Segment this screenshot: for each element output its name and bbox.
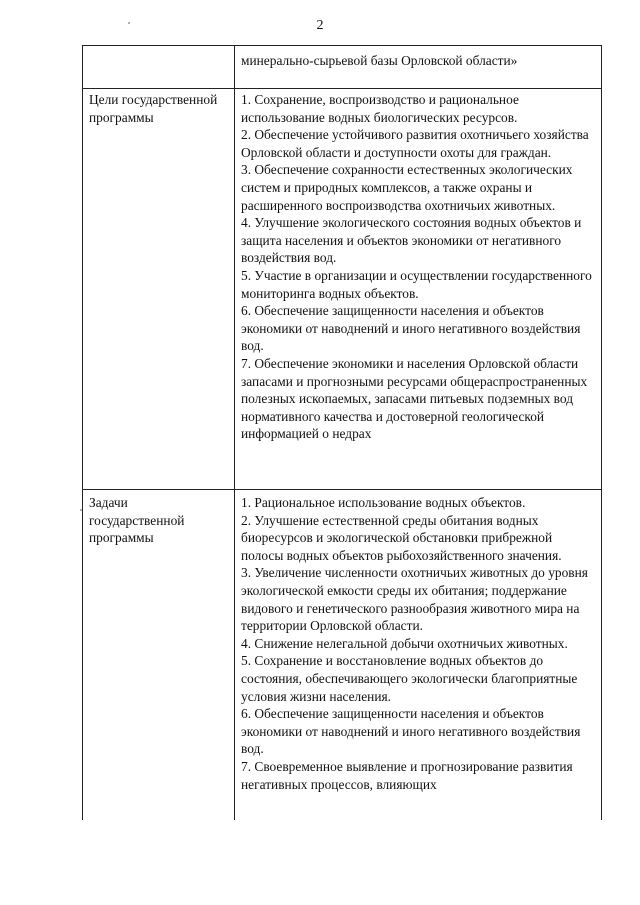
tasks-content-cell — [235, 490, 602, 821]
scan-speck — [128, 22, 130, 24]
task-item: 5. Сохранение и восстановление водных объектов до состояния, обеспечивающего экологически благоприятные условия жизни населения. — [241, 653, 578, 704]
goal-item: 1. Сохранение, воспроизводство и рациональное использование водных биологических ресурсов. — [241, 92, 519, 125]
task-item: 2. Улучшение естественной среды обитания водных биоресурсов и экологической обстановки прибрежной полосы водных объектов рыбохозяйственного значения. — [241, 512, 562, 563]
tasks-row — [83, 490, 602, 821]
task-item: 3. Увеличение численности охотничьих животных до уровня экологической емкости среды их обитания; поддержание видового и генетического разнообразия животного мира на территории Орловской области. — [241, 565, 588, 634]
goal-item: 2. Обеспечение устойчивого развития охотничьего хозяйства Орловской области и доступности охоты для граждан. — [241, 127, 589, 160]
goal-item: 4. Улучшение экологического состояния водных объектов и защита населения и объектов экономики от негативного воздействия вод. — [241, 215, 582, 266]
task-item: 7. Своевременное выявление и прогнозирование развития негативных процессов, влияющих — [241, 758, 573, 792]
continuation-label-cell — [83, 46, 235, 89]
task-item: 6. Обеспечение защищенности населения и объектов экономики от наводнений и иного негативного воздействия вод. — [241, 706, 581, 757]
tasks-label-cell: Задачи государственной программы — [83, 490, 235, 821]
goals-row — [83, 89, 602, 490]
goal-item: 5. Участие в организации и осуществлении государственного мониторинга водных объектов. — [241, 267, 592, 301]
page-number: 2 — [316, 18, 324, 33]
task-item: 4. Снижение нелегальной добычи охотничьих животных. — [241, 635, 568, 651]
continuation-row — [83, 46, 602, 89]
goals-content-cell — [235, 89, 602, 490]
goal-item: 3. Обеспечение сохранности естественных экологических систем и природных комплексов, а также охраны и расширенного воспроизводства охотничьих животных. — [241, 162, 573, 213]
task-item: 1. Рациональное использование водных объектов. — [241, 495, 526, 510]
goal-item: 6. Обеспечение защищенности населения и объектов экономики от наводнений и иного негативного воздействия вод. — [241, 303, 581, 354]
goal-item: 7. Обеспечение экономики и населения Орловской области запасами и прогнозными ресурсами общераспространенных полезных ископаемых, запасами питьевых подземных вод нормативного качества и достоверной геологической информацией о недрах — [241, 355, 588, 442]
continuation-text-cell: минерально-сырьевой базы Орловской области» — [235, 46, 602, 89]
goals-label-cell: Цели государственной программы — [83, 89, 235, 490]
program-passport-table — [82, 45, 602, 820]
